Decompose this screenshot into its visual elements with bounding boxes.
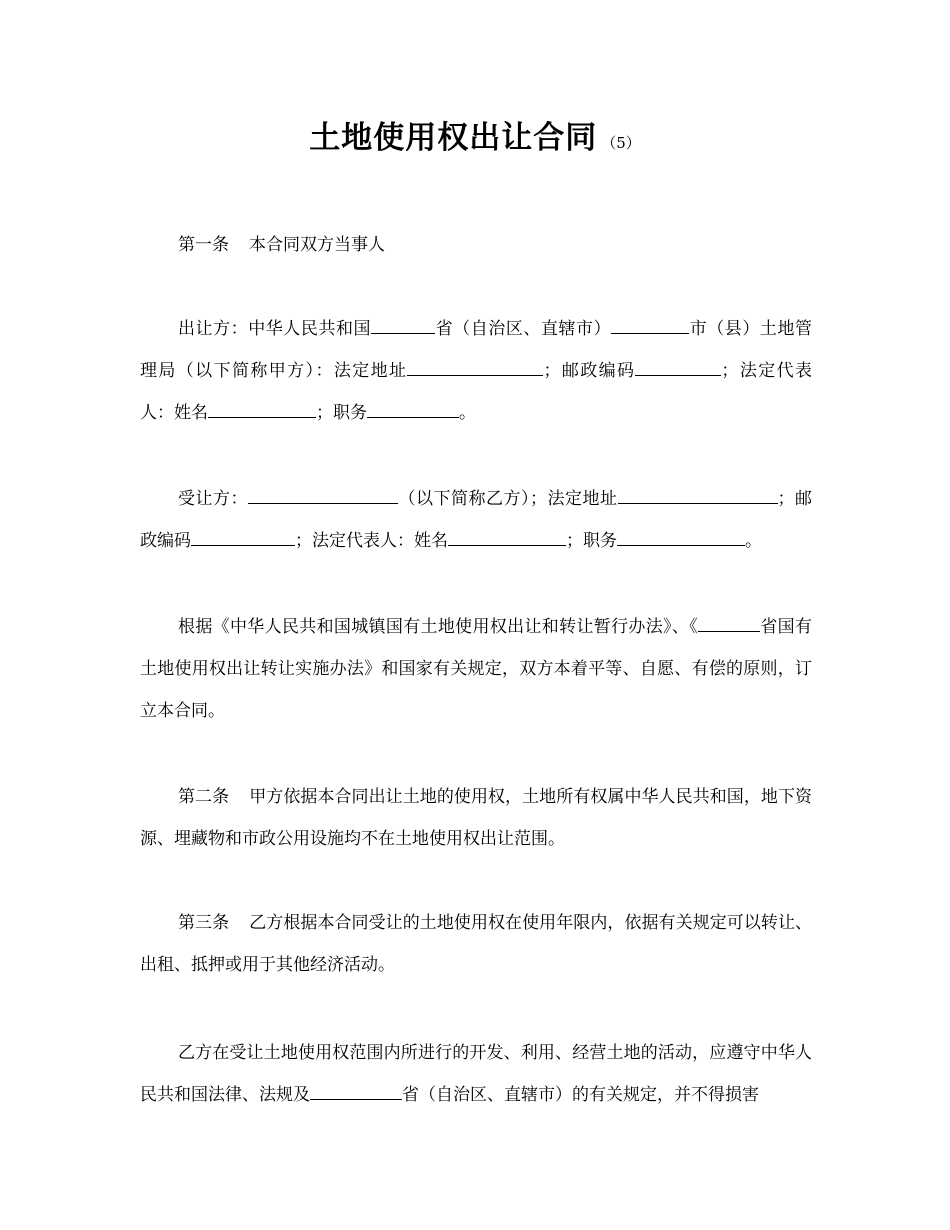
blank-grantor-name — [208, 399, 316, 418]
basis-text-2: 省国有土地使用权出让转让实施办法》和国家有关规定，双方本着平等、自愿、有偿的原则，订立本合同。 — [140, 617, 813, 721]
blank-basis-province — [698, 613, 760, 632]
blank-grantee-rep — [448, 527, 566, 546]
grantor-text-6: ；职务 — [316, 403, 367, 423]
obligation-text-1: 乙方在受让土地使用权范围内所进行的开发、利用、经营土地的活动，应遵守中华人民共和国法律、法规及 — [140, 1043, 812, 1105]
article-1 — [140, 224, 812, 266]
blank-grantor-postcode — [635, 357, 721, 376]
grantee-text-2: （以下简称乙方）；法定地址 — [398, 489, 618, 509]
blank-grantor-address — [407, 357, 543, 376]
title-number: （5） — [601, 134, 641, 152]
grantee-paragraph — [140, 478, 812, 562]
blank-province — [371, 315, 435, 334]
article-3-text: 乙方根据本合同受让的土地使用权在使用年限内，依据有关规定可以转让、出租、抵押或用于其他经济活动。 — [140, 913, 813, 975]
article-3 — [140, 902, 812, 986]
grantor-text-3: 市（县）土地管理局（以下简称甲方）：法定地址 — [140, 319, 813, 381]
title-text: 土地使用权出让合同 — [309, 120, 598, 156]
blank-grantee-postcode — [191, 527, 295, 546]
grantor-text-7: 。 — [459, 403, 476, 423]
grantee-text-6: 。 — [745, 531, 762, 551]
blank-grantee-name — [248, 485, 398, 504]
blank-grantor-title — [367, 399, 459, 418]
grantee-text-3: ；邮政编码 — [140, 489, 812, 551]
blank-grantee-title — [617, 527, 745, 546]
obligation-paragraph — [140, 1032, 812, 1116]
article-2 — [140, 776, 812, 860]
grantor-text-1: 出让方：中华人民共和国 — [178, 319, 372, 339]
article-2-label: 第二条 — [178, 787, 230, 807]
basis-paragraph — [140, 606, 812, 732]
grantee-text-4: ；法定代表人：姓名 — [295, 531, 448, 551]
grantor-text-2: 省（自治区、直辖市） — [435, 319, 612, 339]
grantee-text-1: 受让方： — [178, 489, 248, 509]
grantee-text-5: ；职务 — [566, 531, 617, 551]
grantor-text-5: ；法定代表人：姓名 — [140, 361, 813, 423]
blank-grantee-address — [618, 485, 778, 504]
article-3-label: 第三条 — [178, 913, 230, 933]
obligation-text-2: 省（自治区、直辖市）的有关规定，并不得损害 — [402, 1085, 759, 1105]
grantor-paragraph — [140, 308, 812, 434]
article-1-label: 第一条 — [178, 235, 229, 255]
article-1-text: 本合同双方当事人 — [249, 235, 385, 255]
article-2-text: 甲方依据本合同出让土地的使用权，土地所有权属中华人民共和国，地下资源、埋藏物和市政公用设施均不在土地使用权出让范围。 — [140, 787, 813, 849]
document-title — [0, 112, 950, 157]
blank-obligation-province — [310, 1081, 402, 1100]
basis-text-1: 根据《中华人民共和国城镇国有土地使用权出让和转让暂行办法》、《 — [178, 617, 699, 637]
blank-city — [611, 315, 689, 334]
grantor-text-4: ；邮政编码 — [543, 361, 636, 381]
